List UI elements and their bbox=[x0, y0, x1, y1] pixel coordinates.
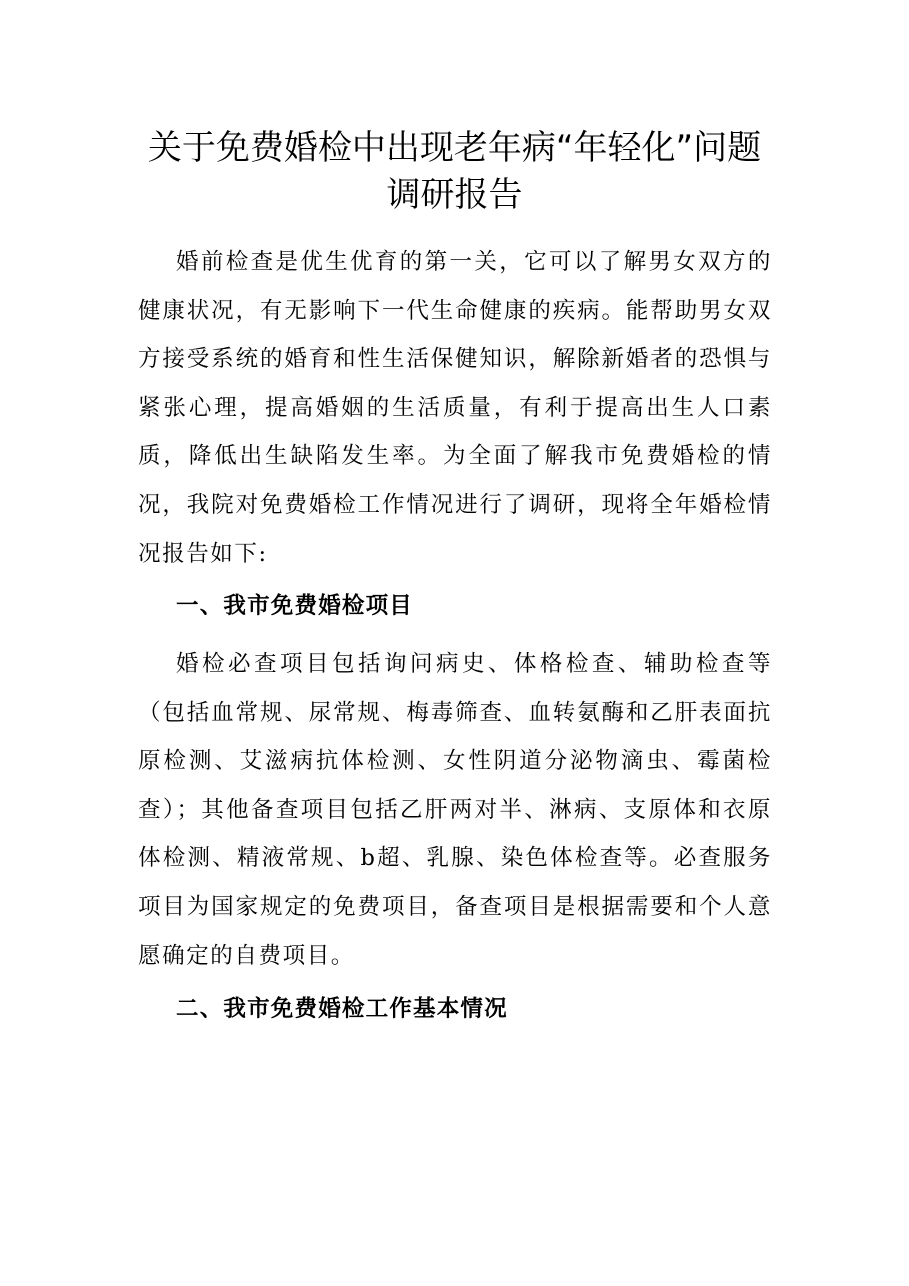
document-title-line1: 关于免费婚检中出现老年病“年轻化”问题 bbox=[147, 128, 762, 168]
section1-heading: 一、我市免费婚检项目 bbox=[176, 593, 414, 619]
exam-items-paragraph: 婚检必查项目包括询问病史、体格检查、辅助检查等（包括血常规、尿常规、梅毒筛查、血转氨酶和乙肝表面抗原检测、艾滋病抗体检测、女性阴道分泌物滴虫、霉菌检查）；其他备查项目包括乙肝两对半、淋病、支原体和衣原体检测、精液常规、b超、乳腺、染色体检查等。必查服务项目为国家规定的免费项目，备查项目是根据需要和个人意愿确定的自费项目。 bbox=[138, 651, 772, 969]
section2-heading: 二、我市免费婚检工作基本情况 bbox=[176, 996, 508, 1022]
document-title-line2: 调研报告 bbox=[386, 175, 523, 215]
intro-paragraph: 婚前检查是优生优育的第一关，它可以了解男女双方的健康状况，有无影响下一代生命健康的疾病。能帮助男女双方接受系统的婚育和性生活保健知识，解除新婚者的恐惧与紧张心理，提高婚姻的生活质量，有利于提高出生人口素质，降低出生缺陷发生率。为全面了解我市免费婚检的情况，我院对免费婚检工作情况进行了调研，现将全年婚检情况报告如下: bbox=[138, 249, 772, 567]
